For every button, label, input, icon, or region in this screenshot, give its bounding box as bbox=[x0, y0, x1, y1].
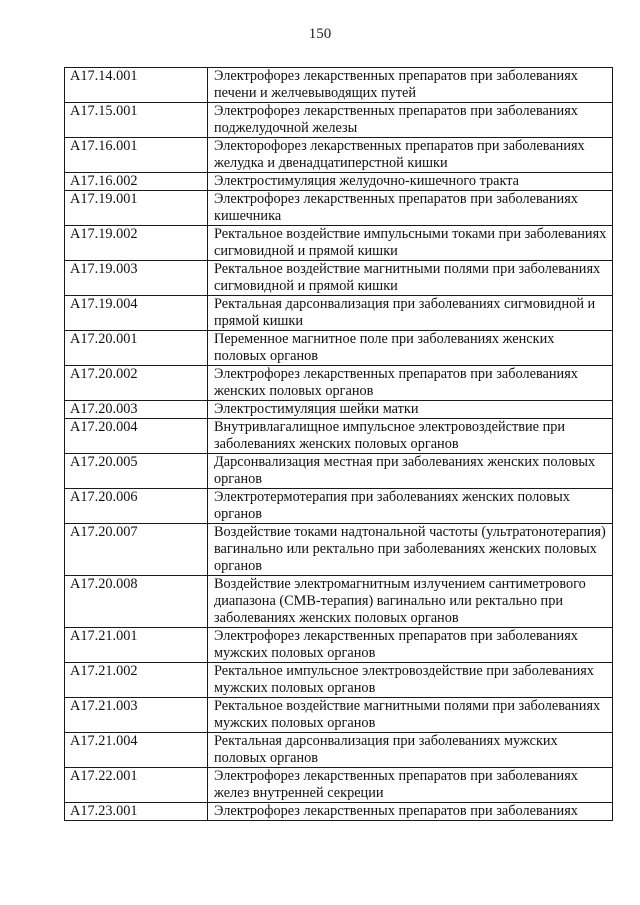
table-row bbox=[65, 419, 613, 454]
procedure-code: A17.23.001 bbox=[65, 803, 208, 821]
procedure-description: Внутривлагалищное импульсное электровоздействие при заболеваниях женских половых органов bbox=[208, 419, 613, 454]
table-row bbox=[65, 401, 613, 419]
procedure-description: Переменное магнитное поле при заболеваниях женских половых органов bbox=[208, 331, 613, 366]
procedure-description: Электрофорез лекарственных препаратов при заболеваниях желез внутренней секреции bbox=[208, 768, 613, 803]
procedure-code: A17.19.004 bbox=[65, 296, 208, 331]
procedure-description: Воздействие токами надтональной частоты (ультратонотерапия) вагинально или ректально при заболеваниях женских половых органов bbox=[208, 524, 613, 576]
procedure-table bbox=[64, 67, 613, 821]
table-body bbox=[65, 68, 613, 821]
procedure-description: Воздействие электромагнитным излучением сантиметрового диапазона (СМВ-терапия) вагинально или ректально при заболеваниях женских половых органов bbox=[208, 576, 613, 628]
procedure-code: A17.20.008 bbox=[65, 576, 208, 628]
procedure-description: Электрофорез лекарственных препаратов при заболеваниях поджелудочной железы bbox=[208, 103, 613, 138]
procedure-description: Электрофорез лекарственных препаратов при заболеваниях женских половых органов bbox=[208, 366, 613, 401]
procedure-code: A17.20.001 bbox=[65, 331, 208, 366]
table-row bbox=[65, 454, 613, 489]
procedure-description: Ректальная дарсонвализация при заболеваниях сигмовидной и прямой кишки bbox=[208, 296, 613, 331]
procedure-code: A17.21.001 bbox=[65, 628, 208, 663]
procedure-code: A17.14.001 bbox=[65, 68, 208, 103]
procedure-description: Дарсонвализация местная при заболеваниях женских половых органов bbox=[208, 454, 613, 489]
procedure-code: A17.15.001 bbox=[65, 103, 208, 138]
procedure-description: Ректальная дарсонвализация при заболеваниях мужских половых органов bbox=[208, 733, 613, 768]
table-row bbox=[65, 768, 613, 803]
procedure-description: Ректальное воздействие импульсными токами при заболеваниях сигмовидной и прямой кишки bbox=[208, 226, 613, 261]
table-row bbox=[65, 296, 613, 331]
procedure-code: A17.20.002 bbox=[65, 366, 208, 401]
table-row bbox=[65, 103, 613, 138]
procedure-description: Ректальное воздействие магнитными полями при заболеваниях сигмовидной и прямой кишки bbox=[208, 261, 613, 296]
procedure-code: A17.20.003 bbox=[65, 401, 208, 419]
table-row bbox=[65, 576, 613, 628]
table-row bbox=[65, 138, 613, 173]
procedure-description: Электрофорез лекарственных препаратов при заболеваниях кишечника bbox=[208, 191, 613, 226]
procedure-code: A17.22.001 bbox=[65, 768, 208, 803]
table-row bbox=[65, 366, 613, 401]
table-row bbox=[65, 733, 613, 768]
table-row bbox=[65, 68, 613, 103]
table-row bbox=[65, 331, 613, 366]
procedure-code: A17.19.003 bbox=[65, 261, 208, 296]
procedure-code: A17.20.005 bbox=[65, 454, 208, 489]
table-row bbox=[65, 698, 613, 733]
table-row bbox=[65, 628, 613, 663]
procedure-description: Электрофорез лекарственных препаратов при заболеваниях bbox=[208, 803, 613, 821]
procedure-description: Электростимуляция желудочно-кишечного тракта bbox=[208, 173, 613, 191]
page-number: 150 bbox=[308, 26, 332, 42]
table-row bbox=[65, 261, 613, 296]
table-row bbox=[65, 489, 613, 524]
procedure-code: A17.20.006 bbox=[65, 489, 208, 524]
procedure-description: Электротермотерапия при заболеваниях женских половых органов bbox=[208, 489, 613, 524]
table-row bbox=[65, 663, 613, 698]
procedure-code: A17.19.002 bbox=[65, 226, 208, 261]
procedure-code: A17.21.002 bbox=[65, 663, 208, 698]
procedure-description: Электрофорез лекарственных препаратов при заболеваниях печени и желчевыводящих путей bbox=[208, 68, 613, 103]
procedure-description: Электрофорез лекарственных препаратов при заболеваниях мужских половых органов bbox=[208, 628, 613, 663]
procedure-description: Ректальное импульсное электровоздействие при заболеваниях мужских половых органов bbox=[208, 663, 613, 698]
table-row bbox=[65, 173, 613, 191]
procedure-code: A17.20.004 bbox=[65, 419, 208, 454]
procedure-code: A17.16.001 bbox=[65, 138, 208, 173]
table-row bbox=[65, 191, 613, 226]
table-row bbox=[65, 803, 613, 821]
procedure-description: Электорофорез лекарственных препаратов при заболеваниях желудка и двенадцатиперстной кишки bbox=[208, 138, 613, 173]
procedure-description: Ректальное воздействие магнитными полями при заболеваниях мужских половых органов bbox=[208, 698, 613, 733]
table-row bbox=[65, 226, 613, 261]
procedure-code: A17.21.003 bbox=[65, 698, 208, 733]
procedure-code: A17.21.004 bbox=[65, 733, 208, 768]
table-row bbox=[65, 524, 613, 576]
procedure-code: A17.19.001 bbox=[65, 191, 208, 226]
procedure-code: A17.20.007 bbox=[65, 524, 208, 576]
procedure-code: A17.16.002 bbox=[65, 173, 208, 191]
procedure-description: Электростимуляция шейки матки bbox=[208, 401, 613, 419]
